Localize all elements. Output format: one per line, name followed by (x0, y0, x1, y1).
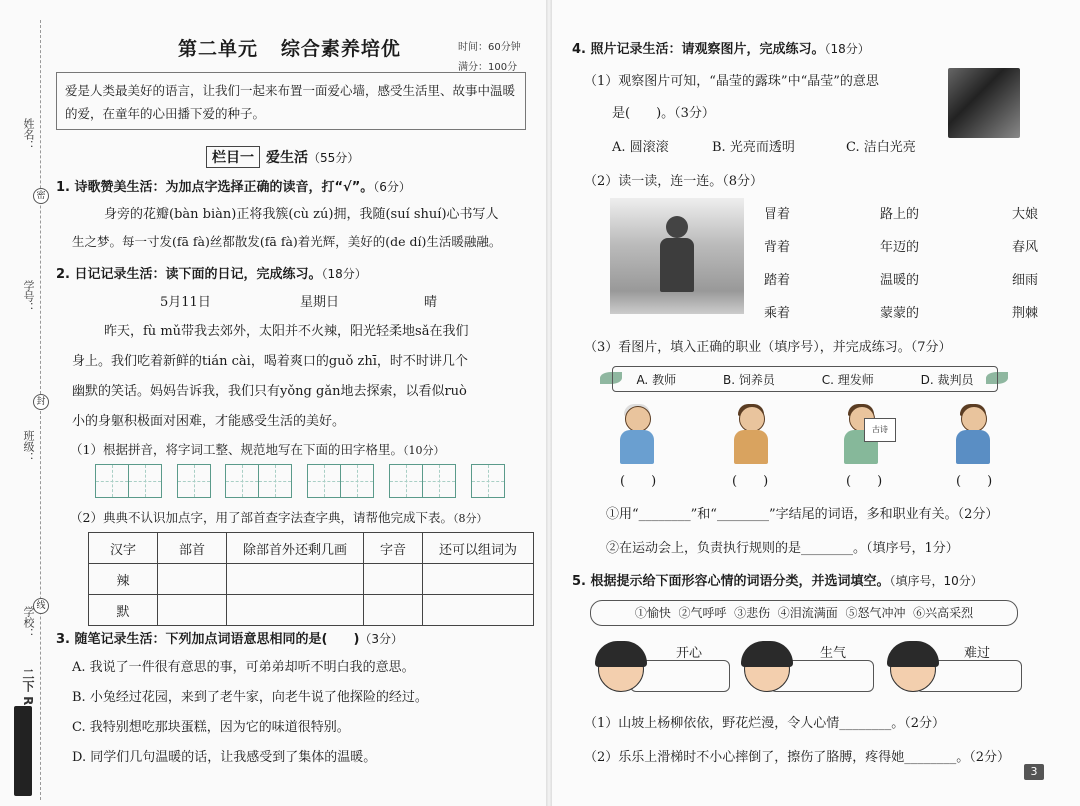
match-right-4[interactable]: 荆棘 (1012, 306, 1039, 321)
job-option-a: A. 教师 (636, 372, 677, 387)
q2-points: （18分） (321, 267, 367, 281)
question-5 (572, 570, 983, 589)
waiter-illustration (726, 404, 776, 466)
dictionary-table (88, 532, 534, 626)
grid-cell[interactable] (177, 464, 211, 498)
q2-sub1 (70, 440, 444, 458)
mood-word-bank: ①愉快 ②气呼呼 ③悲伤 ④泪流满面 ⑤怒气冲冲 ⑥兴高采烈 (590, 600, 1018, 626)
table-header: 汉字 (89, 533, 158, 564)
answer-paren-2[interactable]: ( ) (732, 474, 769, 489)
match-mid-4[interactable]: 蒙蒙的 (880, 306, 920, 321)
sad-face-icon (890, 646, 936, 692)
q3-points: （3分） (359, 632, 404, 646)
grid-cell[interactable] (471, 464, 505, 498)
writing-grid-1[interactable] (96, 464, 162, 498)
table-cell-input[interactable] (423, 595, 534, 626)
q2-sub2-points: （8分） (452, 512, 488, 525)
person-head (739, 406, 765, 432)
q5-points: （填序号，10分） (889, 574, 983, 588)
q4-fill-1[interactable]: ①用“________”和“________”字结尾的词语，多和职业有关。（2分） (606, 507, 999, 522)
job-options-bar (612, 366, 998, 392)
q2-sub2-text: （2）典典不认识加点字，用了部首查字法查字典，请帮他完成下表。 (70, 510, 453, 525)
match-right-3[interactable]: 细雨 (1012, 273, 1039, 288)
section-title: 爱生活 (266, 150, 308, 166)
q1-text: 1. 诗歌赞美生活：为加点字选择正确的读音，打“√”。 (56, 180, 374, 195)
match-left-3[interactable]: 踏着 (764, 273, 791, 288)
seal-mark-2: 封 (33, 394, 49, 410)
table-cell-input[interactable] (158, 564, 227, 595)
q4-points: （18分） (824, 42, 870, 56)
q1-line-1: 身旁的花瓣(bàn biàn)正将我簇(cù zú)拥，我随(suí shuí)心书写人 (104, 207, 499, 222)
student-no-label: 学号： (22, 280, 35, 313)
table-cell-input[interactable] (364, 564, 423, 595)
question-3 (56, 628, 403, 647)
q2-sub2 (70, 508, 487, 526)
walker-head (666, 216, 688, 238)
diary-line-1: 昨天，fù mǔ带我去郊外，太阳并不火辣，阳光轻柔地sǎ在我们 (104, 324, 469, 339)
writing-grid-2[interactable] (178, 464, 211, 498)
q2-sub1-text: （1）根据拼音，将字词工整、规范地写在下面的田字格里。 (70, 442, 403, 457)
job-option-d: D. 裁判员 (920, 372, 974, 387)
match-right-2[interactable]: 春风 (1012, 240, 1039, 255)
table-cell-input[interactable] (364, 595, 423, 626)
brand-text: 二下 R (21, 668, 35, 706)
referee-illustration (948, 404, 998, 466)
diary-line-3: 幽默的笑话。妈妈告诉我，我们只有yǒng gǎn地去探索，以看似ruò (72, 384, 467, 399)
book-spine (546, 0, 552, 806)
table-cell-char: 辣 (89, 564, 158, 595)
school-label: 学校： (22, 606, 35, 639)
table-header: 部首 (158, 533, 227, 564)
job-option-c: C. 理发师 (821, 372, 874, 387)
q2-text: 2. 日记记录生活：读下面的日记，完成练习。 (56, 267, 322, 282)
q4-fill-2[interactable]: ②在运动会上，负责执行规则的是________。（填序号，1分） (606, 541, 959, 556)
grid-cell[interactable] (307, 464, 341, 498)
cleaner-illustration (612, 404, 662, 466)
question-4 (572, 38, 870, 57)
seal-mark-1: 密 (33, 188, 49, 204)
writing-grid-4[interactable] (308, 464, 374, 498)
binding-line (40, 20, 41, 800)
section-points: （55分） (308, 151, 360, 165)
time-limit: 时间：60分钟 (458, 42, 521, 53)
q3-option-b[interactable]: B. 小兔经过花园，来到了老牛家，向老牛说了他探险的经过。 (72, 690, 428, 705)
person-body (956, 430, 990, 464)
happy-face-icon (598, 646, 644, 692)
grid-cell[interactable] (225, 464, 259, 498)
grid-cell[interactable] (340, 464, 374, 498)
page-title: 第二单元 综合素养培优 (178, 38, 401, 60)
q3-option-d[interactable]: D. 同学们几句温暖的话，让我感受到了集体的温暖。 (72, 750, 377, 765)
match-mid-2[interactable]: 年迈的 (880, 240, 920, 255)
match-mid-3[interactable]: 温暖的 (880, 273, 920, 288)
q4-sub1-line1: （1）观察图片可知，“晶莹的露珠”中“晶莹”的意思 (584, 74, 879, 89)
q5-text: 5. 根据提示给下面形容心情的词语分类，并选词填空。 (572, 574, 890, 589)
answer-paren-3[interactable]: ( ) (846, 474, 883, 489)
mood-sad-label: 难过 (964, 646, 991, 661)
q3-option-a[interactable]: A. 我说了一件很有意思的事，可弟弟却听不明白我的意思。 (72, 660, 415, 675)
table-header: 字音 (364, 533, 423, 564)
answer-paren-1[interactable]: ( ) (620, 474, 657, 489)
table-header: 除部首外还剩几画 (227, 533, 364, 564)
answer-paren-4[interactable]: ( ) (956, 474, 993, 489)
grid-cell[interactable] (422, 464, 456, 498)
writing-grid-3[interactable] (226, 464, 292, 498)
q4-option-a[interactable]: A. 圆滚滚 (612, 140, 669, 155)
class-label: 班级： (22, 430, 35, 463)
mood-angry-label: 生气 (820, 646, 847, 661)
table-header: 还可以组词为 (423, 533, 534, 564)
angry-face-icon (744, 646, 790, 692)
mood-happy-label: 开心 (676, 646, 703, 661)
person-head (961, 406, 987, 432)
diary-weekday: 星期日 (300, 295, 340, 310)
intro-text: 爱是人类最美好的语言，让我们一起来布置一面爱心墙，感受生活里、故事中温暖的爱，在童年的心田播下爱的种子。 (65, 83, 516, 121)
q1-points: （6分） (373, 180, 411, 194)
walker-body (660, 238, 694, 292)
name-label: 姓名： (22, 118, 35, 151)
writing-grid-5[interactable] (390, 464, 456, 498)
intro-box (56, 72, 526, 130)
diary-date: 5月11日 (160, 295, 211, 310)
brand-logo (14, 706, 32, 796)
q4-text: 4. 照片记录生活：请观察图片，完成练习。 (572, 42, 825, 57)
person-body (620, 430, 654, 464)
table-cell-input[interactable] (158, 595, 227, 626)
page-number: 3 (1024, 764, 1044, 780)
match-right-1[interactable]: 大娘 (1012, 207, 1039, 222)
q1-line-2: 生之梦。每一寸发(fā fà)丝都散发(fā fà)着光辉，美好的(de dí)生活暖融融。 (72, 234, 502, 249)
section-tag: 栏目一 (206, 146, 260, 168)
q5-sentence-1[interactable]: （1）山坡上杨柳依依，野花烂漫，令人心情________。（2分） (584, 716, 946, 731)
q5-sentence-2[interactable]: （2）乐乐上滑梯时不小心摔倒了，擦伤了胳膊，疼得她________。（2分） (584, 750, 1011, 765)
question-1 (56, 176, 411, 195)
table-row (89, 564, 534, 595)
q2-sub1-points: （10分） (402, 444, 445, 457)
q4-option-b[interactable]: B. 光亮而透明 (712, 140, 795, 155)
q4-sub2: （2）读一读，连一连。（8分） (584, 174, 764, 189)
table-cell-input[interactable] (227, 564, 364, 595)
match-left-2[interactable]: 背着 (764, 240, 791, 255)
section-heading (206, 146, 359, 168)
writing-grid-6[interactable] (472, 464, 505, 498)
table-cell-char: 默 (89, 595, 158, 626)
q4-option-c[interactable]: C. 洁白光亮 (846, 140, 916, 155)
job-option-b: B. 饲养员 (722, 372, 775, 387)
q4-sub3: （3）看图片，填入正确的职业（填序号），并完成练习。（7分） (584, 340, 952, 355)
grid-cell[interactable] (389, 464, 423, 498)
diary-line-4: 小的身躯积极面对困难，才能感受生活的美好。 (72, 414, 346, 429)
match-left-4[interactable]: 乘着 (764, 306, 791, 321)
person-head (625, 406, 651, 432)
person-body (734, 430, 768, 464)
match-mid-1[interactable]: 路上的 (880, 207, 920, 222)
table-header-row (89, 533, 534, 564)
table-cell-input[interactable] (423, 564, 534, 595)
table-cell-input[interactable] (227, 595, 364, 626)
seal-mark-3: 线 (33, 598, 49, 614)
grid-cell[interactable] (128, 464, 162, 498)
q3-text: 3. 随笔记录生活：下列加点词语意思相同的是( ) (56, 632, 360, 647)
rainy-walk-photo (610, 198, 744, 314)
grid-cell[interactable] (258, 464, 292, 498)
q4-sub1-line2: 是( )。（3分） (612, 106, 715, 121)
question-2 (56, 263, 367, 282)
dewdrop-photo (948, 68, 1020, 138)
blackboard: 古诗 (864, 418, 896, 442)
full-score: 满分：100分 (458, 62, 518, 73)
q3-option-c[interactable]: C. 我特别想吃那块蛋糕，因为它的味道很特别。 (72, 720, 350, 735)
diary-line-2: 身上。我们吃着新鲜的tián cài，喝着爽口的guǒ zhī，时不时讲几个 (72, 354, 468, 369)
grid-cell[interactable] (95, 464, 129, 498)
table-row (89, 595, 534, 626)
diary-weather: 晴 (424, 295, 438, 310)
match-left-1[interactable]: 冒着 (764, 207, 791, 222)
